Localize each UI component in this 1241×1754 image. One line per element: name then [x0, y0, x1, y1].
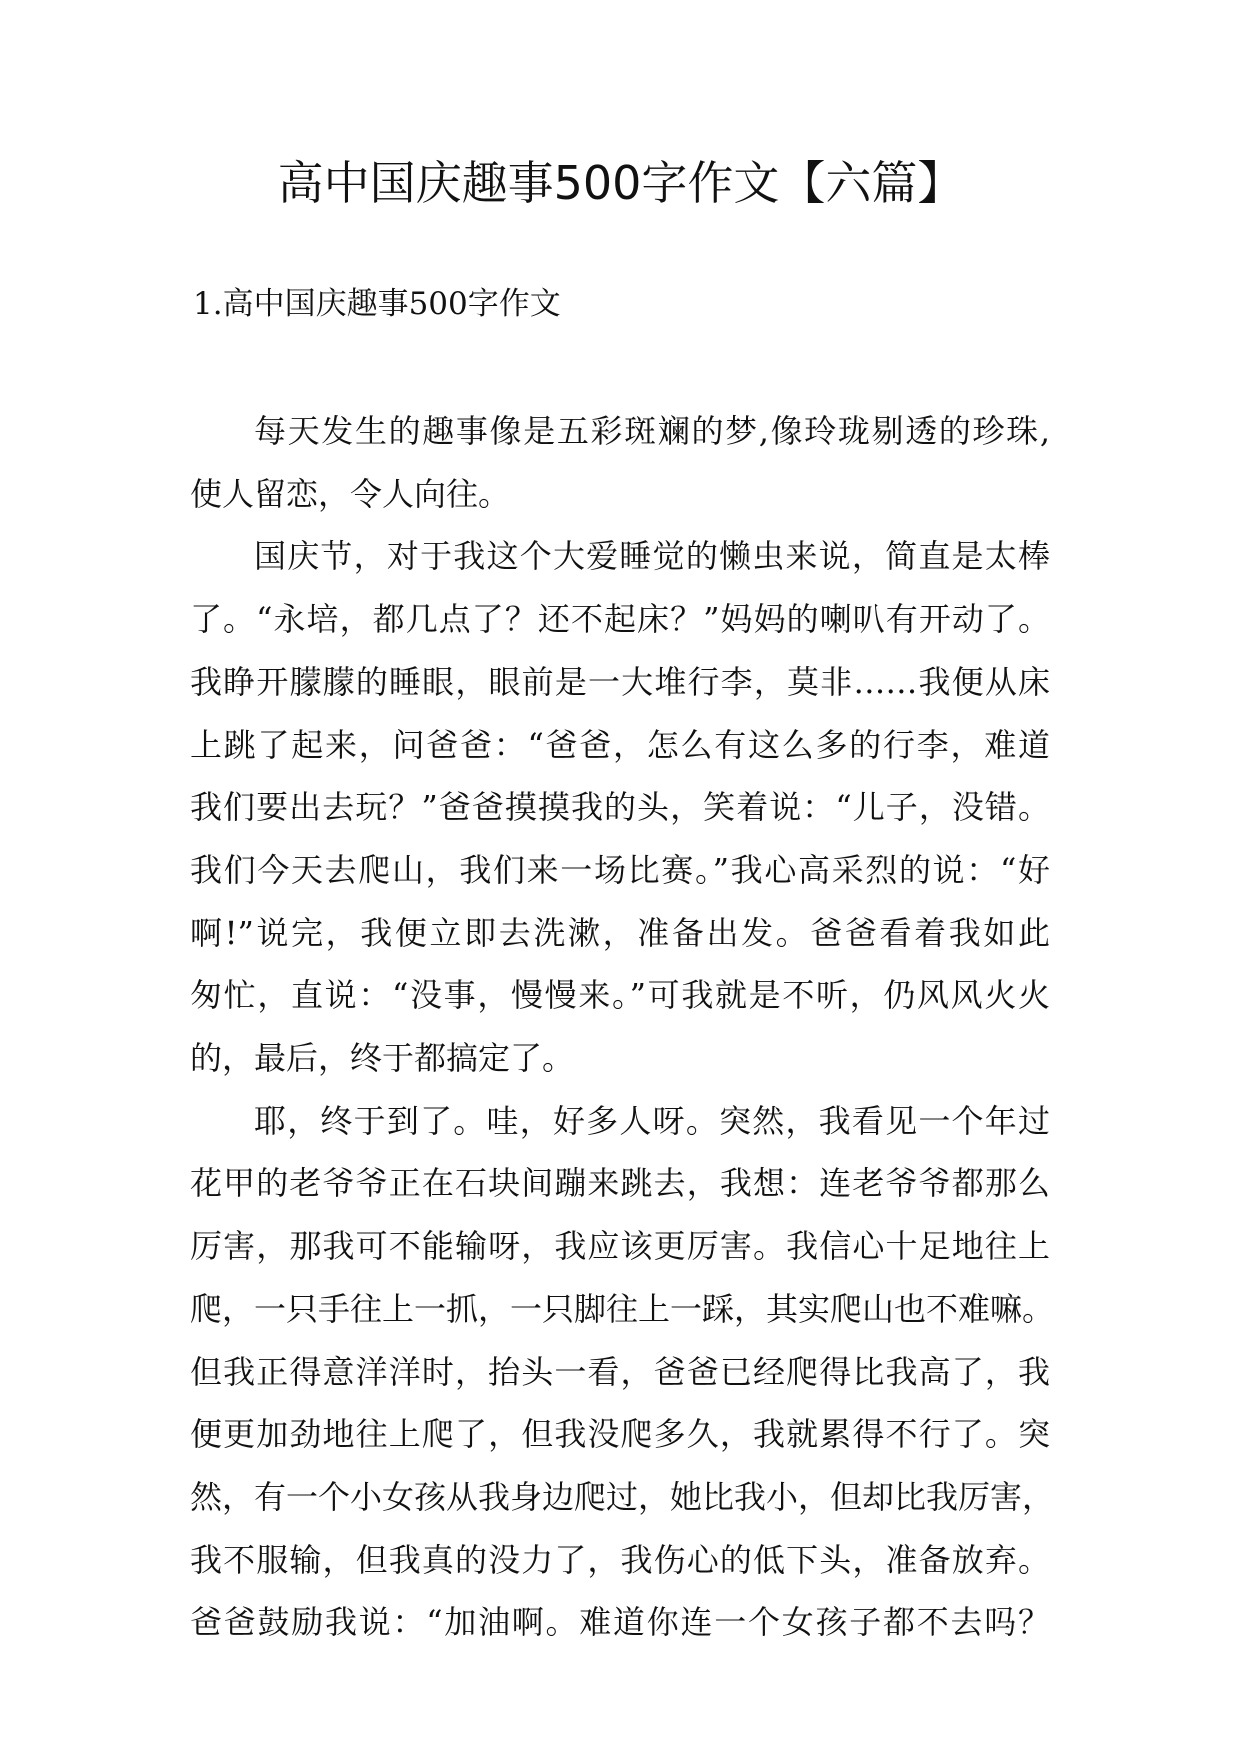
essay-line: 我不服输，但我真的没力了，我伤心的低下头，准备放弃。	[190, 1540, 1050, 1579]
essay-line: 花甲的老爷爷正在石块间蹦来跳去，我想：连老爷爷都那么	[190, 1164, 1050, 1203]
essay-line: 匆忙，直说：“没事，慢慢来。”可我就是不听，仍风风火火	[190, 976, 1050, 1015]
essay-line: 了。“永培，都几点了？还不起床？”妈妈的喇叭有开动了。	[190, 600, 1050, 639]
document-title: 高中国庆趣事500字作文【六篇】	[277, 156, 964, 210]
essay-line: 每天发生的趣事像是五彩斑斓的梦,像玲珑剔透的珍珠,	[254, 412, 1050, 450]
essay-line: 我们今天去爬山，我们来一场比赛。”我心高采烈的说：“好	[190, 850, 1050, 889]
essay-line: 厉害，那我可不能输呀，我应该更厉害。我信心十足地往上	[190, 1227, 1050, 1266]
essay-line: 然，有一个小女孩从我身边爬过，她比我小，但却比我厉害，	[190, 1477, 1055, 1516]
essay-line: 国庆节，对于我这个大爱睡觉的懒虫来说，简直是太棒	[254, 537, 1050, 576]
essay-line: 爬，一只手往上一抓，一只脚往上一踩，其实爬山也不难嘛。	[190, 1289, 1055, 1328]
section-heading: 1.高中国庆趣事500字作文	[193, 286, 561, 322]
essay-line: 的，最后，终于都搞定了。	[190, 1039, 575, 1078]
essay-line: 便更加劲地往上爬了，但我没爬多久，我就累得不行了。突	[190, 1415, 1050, 1454]
essay-line: 我们要出去玩？”爸爸摸摸我的头，笑着说：“儿子，没错。	[190, 788, 1050, 827]
essay-line: 但我正得意洋洋时，抬头一看，爸爸已经爬得比我高了，我	[190, 1352, 1050, 1391]
essay-line: 耶，终于到了。哇，好多人呀。突然，我看见一个年过	[254, 1101, 1050, 1140]
essay-line: 使人留恋，令人向往。	[190, 474, 511, 513]
essay-line: 爸爸鼓励我说：“加油啊。难道你连一个女孩子都不去吗？	[190, 1603, 1050, 1642]
essay-line: 我睁开朦朦的睡眼，眼前是一大堆行李，莫非……我便从床	[190, 662, 1050, 701]
essay-body	[190, 400, 1055, 1654]
essay-line: 啊!”说完，我便立即去洗漱，准备出发。爸爸看着我如此	[190, 913, 1050, 952]
essay-line: 上跳了起来，问爸爸：“爸爸，怎么有这么多的行李，难道	[190, 725, 1050, 764]
